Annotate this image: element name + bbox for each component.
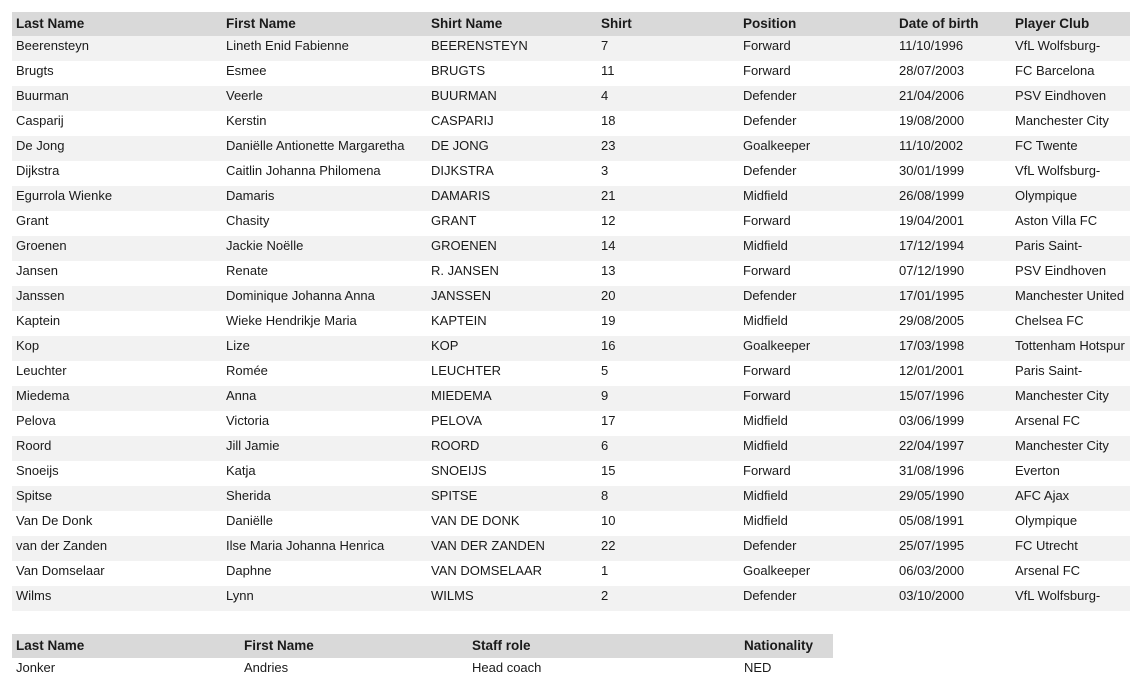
cell-shirt: 2 (597, 586, 739, 611)
cell-shirt: 22 (597, 536, 739, 561)
player-row (12, 511, 1130, 536)
cell-first-name: Esmee (222, 61, 427, 86)
header-staff-role: Staff role (468, 634, 740, 658)
cell-date-of-birth: 17/12/1994 (895, 236, 1011, 261)
cell-date-of-birth: 28/07/2003 (895, 61, 1011, 86)
cell-shirt: 8 (597, 486, 739, 511)
cell-shirt: 3 (597, 161, 739, 186)
cell-position: Defender (739, 586, 895, 611)
cell-date-of-birth: 05/08/1991 (895, 511, 1011, 536)
cell-position: Defender (739, 286, 895, 311)
cell-player-club: Manchester City (1011, 111, 1130, 136)
cell-player-club: Arsenal FC (1011, 561, 1130, 586)
staff-row (12, 658, 833, 680)
cell-first-name: Veerle (222, 86, 427, 111)
cell-player-club: FC Barcelona (1011, 61, 1130, 86)
player-row (12, 36, 1130, 61)
cell-shirt: 16 (597, 336, 739, 361)
cell-shirt: 9 (597, 386, 739, 411)
cell-position: Defender (739, 536, 895, 561)
player-row (12, 186, 1130, 211)
header-position: Position (739, 12, 895, 36)
player-row (12, 436, 1130, 461)
cell-position: Forward (739, 361, 895, 386)
cell-position: Midfield (739, 186, 895, 211)
cell-first-name: Lineth Enid Fabienne (222, 36, 427, 61)
cell-shirt-name: KAPTEIN (427, 311, 597, 336)
player-row (12, 286, 1130, 311)
cell-date-of-birth: 19/04/2001 (895, 211, 1011, 236)
header-date-of-birth: Date of birth (895, 12, 1011, 36)
cell-last-name: Van De Donk (12, 511, 222, 536)
cell-first-name: Lynn (222, 586, 427, 611)
cell-shirt-name: VAN DE DONK (427, 511, 597, 536)
cell-date-of-birth: 26/08/1999 (895, 186, 1011, 211)
cell-player-club: FC Utrecht (1011, 536, 1130, 561)
cell-player-club: VfL Wolfsburg- (1011, 161, 1130, 186)
header-shirt-name: Shirt Name (427, 12, 597, 36)
cell-last-name: van der Zanden (12, 536, 222, 561)
cell-position: Forward (739, 461, 895, 486)
cell-date-of-birth: 25/07/1995 (895, 536, 1011, 561)
player-row (12, 561, 1130, 586)
player-row (12, 461, 1130, 486)
player-row (12, 411, 1130, 436)
cell-last-name: Leuchter (12, 361, 222, 386)
cell-player-club: VfL Wolfsburg- (1011, 586, 1130, 611)
cell-player-club: Olympique (1011, 186, 1130, 211)
cell-first-name: Damaris (222, 186, 427, 211)
header-nationality: Nationality (740, 634, 833, 658)
cell-date-of-birth: 11/10/1996 (895, 36, 1011, 61)
cell-shirt: 21 (597, 186, 739, 211)
cell-first-name: Daniëlle (222, 511, 427, 536)
cell-first-name: Jill Jamie (222, 436, 427, 461)
cell-date-of-birth: 29/05/1990 (895, 486, 1011, 511)
cell-shirt-name: KOP (427, 336, 597, 361)
player-row (12, 336, 1130, 361)
cell-shirt: 14 (597, 236, 739, 261)
player-row (12, 586, 1130, 611)
cell-position: Midfield (739, 236, 895, 261)
cell-last-name: Janssen (12, 286, 222, 311)
player-row (12, 536, 1130, 561)
cell-first-name: Renate (222, 261, 427, 286)
cell-first-name: Romée (222, 361, 427, 386)
cell-shirt: 20 (597, 286, 739, 311)
cell-first-name: Chasity (222, 211, 427, 236)
player-row (12, 261, 1130, 286)
cell-player-club: Paris Saint- (1011, 361, 1130, 386)
cell-position: Defender (739, 111, 895, 136)
cell-date-of-birth: 17/01/1995 (895, 286, 1011, 311)
cell-shirt: 6 (597, 436, 739, 461)
cell-position: Goalkeeper (739, 336, 895, 361)
cell-last-name: De Jong (12, 136, 222, 161)
cell-shirt: 13 (597, 261, 739, 286)
staff-header-row (12, 634, 833, 658)
cell-shirt-name: GROENEN (427, 236, 597, 261)
cell-position: Forward (739, 261, 895, 286)
cell-last-name: Kaptein (12, 311, 222, 336)
cell-shirt-name: DIJKSTRA (427, 161, 597, 186)
cell-shirt-name: CASPARIJ (427, 111, 597, 136)
cell-date-of-birth: 11/10/2002 (895, 136, 1011, 161)
cell-last-name: Grant (12, 211, 222, 236)
cell-position: Defender (739, 86, 895, 111)
cell-last-name: Snoeijs (12, 461, 222, 486)
cell-first-name: Katja (222, 461, 427, 486)
cell-shirt-name: LEUCHTER (427, 361, 597, 386)
cell-shirt-name: PELOVA (427, 411, 597, 436)
cell-shirt: 11 (597, 61, 739, 86)
cell-last-name: Pelova (12, 411, 222, 436)
cell-shirt-name: WILMS (427, 586, 597, 611)
cell-position: Forward (739, 211, 895, 236)
cell-shirt-name: ROORD (427, 436, 597, 461)
cell-first-name: Lize (222, 336, 427, 361)
cell-staff-role: Head coach (468, 658, 740, 680)
cell-player-club: PSV Eindhoven (1011, 261, 1130, 286)
cell-last-name: Jonker (12, 658, 240, 680)
cell-shirt: 17 (597, 411, 739, 436)
cell-first-name: Sherida (222, 486, 427, 511)
cell-shirt: 7 (597, 36, 739, 61)
player-row (12, 236, 1130, 261)
cell-first-name: Caitlin Johanna Philomena (222, 161, 427, 186)
cell-date-of-birth: 29/08/2005 (895, 311, 1011, 336)
cell-player-club: Paris Saint- (1011, 236, 1130, 261)
cell-shirt-name: SPITSE (427, 486, 597, 511)
cell-player-club: Olympique (1011, 511, 1130, 536)
cell-last-name: Spitse (12, 486, 222, 511)
cell-position: Defender (739, 161, 895, 186)
cell-shirt: 12 (597, 211, 739, 236)
cell-first-name: Daphne (222, 561, 427, 586)
cell-shirt: 23 (597, 136, 739, 161)
cell-shirt-name: MIEDEMA (427, 386, 597, 411)
cell-last-name: Van Domselaar (12, 561, 222, 586)
players-table (12, 12, 1130, 611)
cell-date-of-birth: 22/04/1997 (895, 436, 1011, 461)
cell-date-of-birth: 07/12/1990 (895, 261, 1011, 286)
staff-table (12, 634, 833, 680)
cell-last-name: Dijkstra (12, 161, 222, 186)
cell-last-name: Miedema (12, 386, 222, 411)
cell-date-of-birth: 03/06/1999 (895, 411, 1011, 436)
player-row (12, 311, 1130, 336)
cell-date-of-birth: 31/08/1996 (895, 461, 1011, 486)
header-first-name: First Name (240, 634, 468, 658)
header-player-club: Player Club (1011, 12, 1130, 36)
cell-player-club: Tottenham Hotspur (1011, 336, 1130, 361)
cell-last-name: Brugts (12, 61, 222, 86)
cell-first-name: Jackie Noëlle (222, 236, 427, 261)
cell-position: Midfield (739, 311, 895, 336)
player-row (12, 86, 1130, 111)
cell-shirt: 18 (597, 111, 739, 136)
cell-player-club: PSV Eindhoven (1011, 86, 1130, 111)
cell-first-name: Victoria (222, 411, 427, 436)
cell-shirt-name: DAMARIS (427, 186, 597, 211)
cell-position: Midfield (739, 436, 895, 461)
cell-shirt-name: BEERENSTEYN (427, 36, 597, 61)
cell-position: Midfield (739, 486, 895, 511)
player-row (12, 136, 1130, 161)
cell-first-name: Kerstin (222, 111, 427, 136)
player-row (12, 111, 1130, 136)
players-header-row (12, 12, 1130, 36)
cell-shirt-name: VAN DOMSELAAR (427, 561, 597, 586)
cell-player-club: AFC Ajax (1011, 486, 1130, 511)
header-last-name: Last Name (12, 634, 240, 658)
cell-first-name: Ilse Maria Johanna Henrica (222, 536, 427, 561)
cell-position: Midfield (739, 411, 895, 436)
cell-last-name: Egurrola Wienke (12, 186, 222, 211)
cell-shirt-name: SNOEIJS (427, 461, 597, 486)
cell-shirt-name: BRUGTS (427, 61, 597, 86)
player-row (12, 386, 1130, 411)
cell-position: Goalkeeper (739, 136, 895, 161)
cell-player-club: Aston Villa FC (1011, 211, 1130, 236)
cell-shirt: 1 (597, 561, 739, 586)
cell-shirt-name: BUURMAN (427, 86, 597, 111)
player-row (12, 486, 1130, 511)
cell-date-of-birth: 06/03/2000 (895, 561, 1011, 586)
cell-last-name: Jansen (12, 261, 222, 286)
cell-shirt: 5 (597, 361, 739, 386)
cell-shirt-name: GRANT (427, 211, 597, 236)
cell-player-club: Chelsea FC (1011, 311, 1130, 336)
cell-last-name: Wilms (12, 586, 222, 611)
cell-player-club: FC Twente (1011, 136, 1130, 161)
cell-shirt: 10 (597, 511, 739, 536)
cell-position: Forward (739, 386, 895, 411)
cell-player-club: Manchester City (1011, 436, 1130, 461)
header-shirt: Shirt (597, 12, 739, 36)
cell-position: Forward (739, 61, 895, 86)
cell-last-name: Groenen (12, 236, 222, 261)
cell-player-club: Manchester City (1011, 386, 1130, 411)
cell-last-name: Beerensteyn (12, 36, 222, 61)
cell-first-name: Dominique Johanna Anna (222, 286, 427, 311)
cell-nationality: NED (740, 658, 833, 680)
cell-player-club: Arsenal FC (1011, 411, 1130, 436)
cell-shirt-name: R. JANSEN (427, 261, 597, 286)
cell-last-name: Casparij (12, 111, 222, 136)
cell-first-name: Wieke Hendrikje Maria (222, 311, 427, 336)
player-row (12, 211, 1130, 236)
cell-position: Midfield (739, 511, 895, 536)
cell-shirt: 19 (597, 311, 739, 336)
header-first-name: First Name (222, 12, 427, 36)
cell-shirt: 15 (597, 461, 739, 486)
cell-shirt-name: JANSSEN (427, 286, 597, 311)
cell-shirt-name: DE JONG (427, 136, 597, 161)
cell-shirt-name: VAN DER ZANDEN (427, 536, 597, 561)
cell-date-of-birth: 03/10/2000 (895, 586, 1011, 611)
cell-last-name: Roord (12, 436, 222, 461)
cell-date-of-birth: 12/01/2001 (895, 361, 1011, 386)
cell-first-name: Daniëlle Antionette Margaretha (222, 136, 427, 161)
player-row (12, 361, 1130, 386)
cell-date-of-birth: 17/03/1998 (895, 336, 1011, 361)
cell-first-name: Andries (240, 658, 468, 680)
cell-date-of-birth: 19/08/2000 (895, 111, 1011, 136)
cell-position: Goalkeeper (739, 561, 895, 586)
header-last-name: Last Name (12, 12, 222, 36)
player-row (12, 161, 1130, 186)
cell-shirt: 4 (597, 86, 739, 111)
cell-last-name: Buurman (12, 86, 222, 111)
cell-first-name: Anna (222, 386, 427, 411)
cell-player-club: VfL Wolfsburg- (1011, 36, 1130, 61)
cell-date-of-birth: 21/04/2006 (895, 86, 1011, 111)
cell-player-club: Manchester United (1011, 286, 1130, 311)
cell-date-of-birth: 15/07/1996 (895, 386, 1011, 411)
cell-player-club: Everton (1011, 461, 1130, 486)
cell-date-of-birth: 30/01/1999 (895, 161, 1011, 186)
player-row (12, 61, 1130, 86)
cell-last-name: Kop (12, 336, 222, 361)
cell-position: Forward (739, 36, 895, 61)
